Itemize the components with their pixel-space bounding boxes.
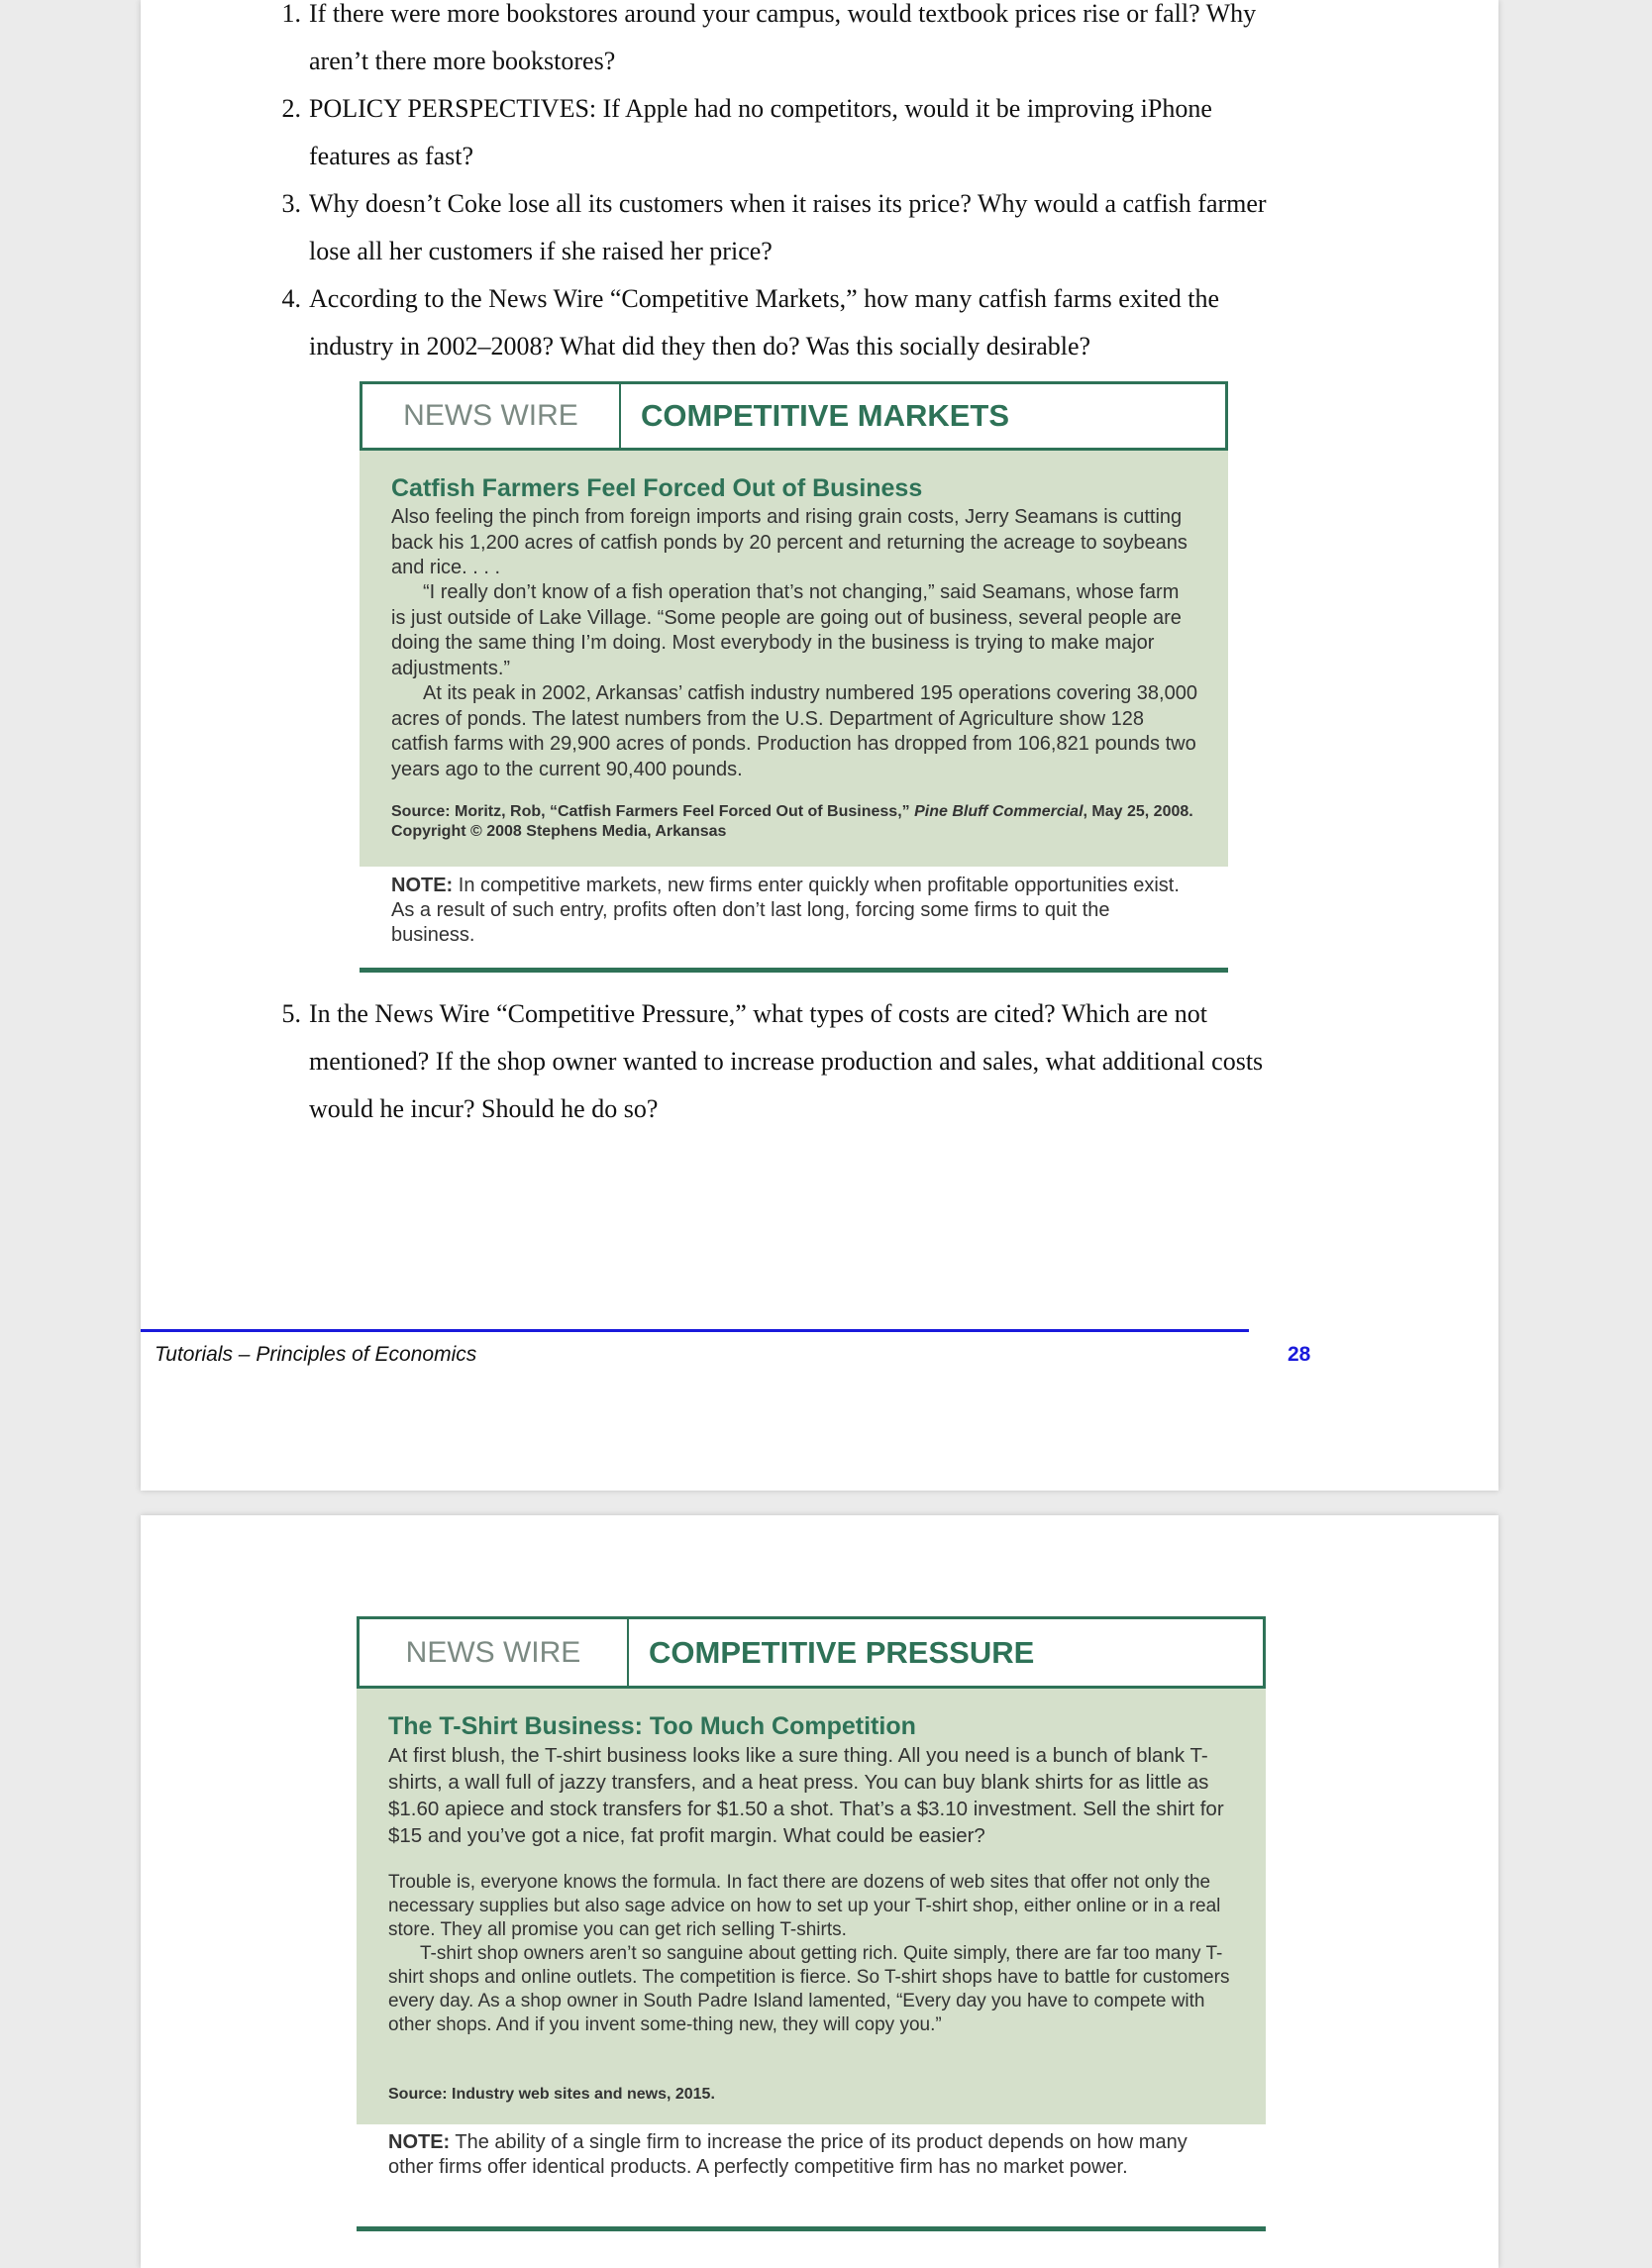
question-2 xyxy=(281,85,1299,180)
news-wire-bottom-rule xyxy=(360,968,1228,973)
news-wire-body xyxy=(360,451,1228,867)
news-wire-competitive-markets xyxy=(360,381,1228,976)
question-text: According to the News Wire “Competitive Markets,” how many catfish farms exited the industry in 2002–2008? What did they then do? Was this socially desirable? xyxy=(309,284,1220,361)
question-5 xyxy=(281,990,1299,1133)
question-number: 5. xyxy=(281,999,301,1028)
news-wire-header xyxy=(357,1616,1266,1689)
news-wire-tag: NEWS WIRE xyxy=(362,384,621,448)
article-headline: Catfish Farmers Feel Forced Out of Business xyxy=(391,474,923,502)
page-number: 28 xyxy=(1288,1343,1311,1366)
article-paragraph-2: “I really don’t know of a fish operation that’s not changing,” said Seamans, whose farm is just outside of Lake Village. “Some people are going out of business, several people are doing the same thing I’m doing. Most everybody in the business is trying to make major adjustments.” xyxy=(391,581,1182,679)
news-wire-bottom-rule xyxy=(357,2226,1266,2231)
question-number: 1. xyxy=(281,0,301,28)
news-wire-topic: COMPETITIVE PRESSURE xyxy=(649,1634,1035,1670)
news-wire-topic: COMPETITIVE MARKETS xyxy=(641,398,1010,433)
article-copyright: Copyright © 2008 Stephens Media, Arkansas xyxy=(391,823,727,840)
question-number: 4. xyxy=(281,284,301,313)
footer-title: Tutorials – Principles of Economics xyxy=(155,1343,477,1366)
question-number: 2. xyxy=(281,94,301,123)
question-3 xyxy=(281,180,1299,275)
question-text: If there were more bookstores around your campus, would textbook prices rise or fall? Why aren’t there more bookstores? xyxy=(309,0,1257,75)
question-number: 3. xyxy=(281,189,301,218)
news-wire-tag: NEWS WIRE xyxy=(360,1619,629,1686)
article-paragraph-3: T-shirt shop owners aren’t so sanguine about getting rich. Quite simply, there are far too many T-shirt shops and online outlets. The competition is fierce. So T-shirt shops have to battle for customers every day. As a shop owner in South Padre Island lamented, “Every day you have to compete with other shops. And if you invent some-thing new, they will copy you.” xyxy=(388,1943,1230,2035)
question-text: Why doesn’t Coke lose all its customers when it raises its price? Why would a catfish farmer lose all her customers if she raised her price? xyxy=(309,189,1267,265)
document-page-2 xyxy=(141,1515,1498,2268)
footer-rule xyxy=(141,1329,1249,1332)
article-paragraph-3: At its peak in 2002, Arkansas’ catfish industry numbered 195 operations covering 38,000 acres of ponds. The latest numbers from the U.S. Department of Agriculture show 128 catfish farms with 29,900 acres of ponds. Production has dropped from 106,821 pounds two years ago to the current 90,400 pounds. xyxy=(391,682,1197,780)
article-paragraph-1: Also feeling the pinch from foreign imports and rising grain costs, Jerry Seamans is cutting back his 1,200 acres of catfish ponds by 20 percent and returning the acreage to soybeans and rice. . . . xyxy=(391,506,1187,578)
question-text: POLICY PERSPECTIVES: If Apple had no competitors, would it be improving iPhone features as fast? xyxy=(309,94,1212,170)
news-wire-competitive-pressure xyxy=(357,1616,1266,2240)
news-wire-body xyxy=(357,1689,1266,2124)
news-wire-note: NOTE: In competitive markets, new firms enter quickly when profitable opportunities exist. As a result of such entry, profits often don’t last long, forcing some firms to quit the business. xyxy=(391,875,1180,946)
article-paragraph-2: Trouble is, everyone knows the formula. In fact there are dozens of web sites that offer not only the necessary supplies but also sage advice on how to set up your T-shirt shop, either online or in a real store. They all promise you can get rich selling T-shirts. xyxy=(388,1872,1221,1940)
question-1 xyxy=(281,0,1299,85)
article-source: Source: Industry web sites and news, 2015. xyxy=(388,2086,715,2103)
article-headline: The T-Shirt Business: Too Much Competition xyxy=(388,1712,916,1740)
article-source: Source: Moritz, Rob, “Catfish Farmers Feel Forced Out of Business,” Pine Bluff Commercial, May 25, 2008. Copyright © 2008 Stephens Media, Arkansas xyxy=(391,803,1193,840)
question-4 xyxy=(281,275,1299,370)
news-wire-note: NOTE: The ability of a single firm to increase the price of its product depends on how many other firms offer identical products. A perfectly competitive firm has no market power. xyxy=(388,2131,1187,2178)
question-text: In the News Wire “Competitive Pressure,” what types of costs are cited? Which are not mentioned? If the shop owner wanted to increase production and sales, what additional costs would he incur? Should he do so? xyxy=(309,999,1264,1123)
news-wire-header xyxy=(360,381,1228,451)
document-page-1 xyxy=(141,0,1498,1491)
article-paragraph-1: At first blush, the T-shirt business looks like a sure thing. All you need is a bunch of blank T-shirts, a wall full of jazzy transfers, and a heat press. You can buy blank shirts for as little as $1.60 apiece and stock transfers for $1.50 a shot. That’s a $3.10 investment. Sell the shirt for $15 and you’ve got a nice, fat profit margin. What could be easier? xyxy=(388,1744,1224,1847)
